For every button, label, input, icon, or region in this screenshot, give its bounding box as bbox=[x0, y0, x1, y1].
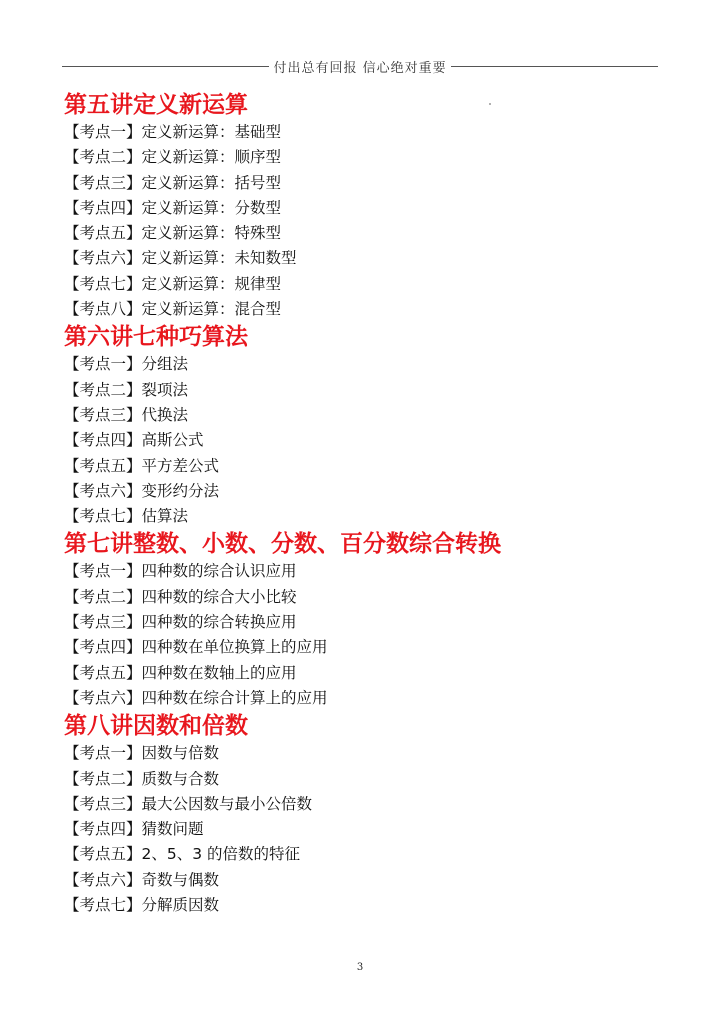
item-tag: 【考点二】 bbox=[64, 587, 142, 606]
item-tag: 【考点三】 bbox=[64, 405, 142, 424]
item-tag: 【考点三】 bbox=[64, 613, 142, 632]
item-tag: 【考点一】 bbox=[64, 355, 142, 374]
header-rule-right bbox=[451, 66, 658, 67]
item-text: 四种数的综合认识应用 bbox=[141, 562, 297, 581]
item-tag: 【考点五】 bbox=[64, 224, 142, 243]
list-item bbox=[64, 585, 664, 610]
item-tag: 【考点六】 bbox=[64, 481, 142, 500]
list-item bbox=[64, 352, 664, 377]
item-text: 四种数在单位换算上的应用 bbox=[141, 638, 328, 657]
list-item bbox=[64, 378, 664, 403]
section-title: 第五讲定义新运算 bbox=[64, 92, 248, 118]
item-text: 定义新运算：规律型 bbox=[141, 274, 282, 293]
list-item bbox=[64, 767, 664, 792]
item-tag: 【考点四】 bbox=[64, 820, 142, 839]
item-text: 裂项法 bbox=[141, 380, 189, 399]
list-item bbox=[64, 428, 664, 453]
list-item bbox=[64, 868, 664, 893]
item-tag: 【考点四】 bbox=[64, 198, 142, 217]
list-item bbox=[64, 842, 664, 867]
list-item bbox=[64, 403, 664, 428]
item-tag: 【考点七】 bbox=[64, 274, 142, 293]
item-text: 分解质因数 bbox=[141, 896, 220, 915]
list-item bbox=[64, 686, 664, 711]
item-tag: 【考点五】 bbox=[64, 663, 142, 682]
item-tag: 【考点二】 bbox=[64, 769, 142, 788]
item-tag: 【考点五】 bbox=[64, 845, 142, 864]
list-item bbox=[64, 145, 664, 170]
item-text: 定义新运算：基础型 bbox=[141, 123, 282, 141]
list-item bbox=[64, 817, 664, 842]
document-body bbox=[64, 90, 664, 918]
item-text: 最大公因数与最小公倍数 bbox=[141, 794, 313, 813]
item-tag: 【考点一】 bbox=[64, 562, 142, 581]
section-title: 第八讲因数和倍数 bbox=[64, 713, 248, 740]
item-text: 猜数问题 bbox=[141, 820, 204, 839]
page-header bbox=[62, 58, 658, 74]
item-tag: 【考点二】 bbox=[64, 380, 142, 399]
list-item bbox=[64, 610, 664, 635]
list-item bbox=[64, 635, 664, 660]
list-item bbox=[64, 221, 664, 246]
list-item bbox=[64, 196, 664, 221]
item-tag: 【考点一】 bbox=[64, 123, 142, 141]
item-text: 定义新运算：括号型 bbox=[141, 173, 282, 192]
item-text: 平方差公式 bbox=[141, 456, 220, 475]
item-text: 2、5、3 的倍数的特征 bbox=[141, 845, 301, 864]
list-item bbox=[64, 661, 664, 686]
list-item bbox=[64, 893, 664, 918]
section-6 bbox=[64, 322, 664, 529]
section-8 bbox=[64, 711, 664, 918]
item-tag: 【考点三】 bbox=[64, 173, 142, 192]
item-text: 定义新运算：分数型 bbox=[141, 198, 282, 217]
header-motto: 付出总有回报 信心绝对重要 bbox=[273, 60, 447, 76]
item-tag: 【考点四】 bbox=[64, 638, 142, 657]
item-text: 代换法 bbox=[141, 405, 189, 424]
item-tag: 【考点三】 bbox=[64, 794, 142, 813]
list-item bbox=[64, 171, 664, 196]
item-text: 估算法 bbox=[141, 507, 189, 526]
item-text: 变形约分法 bbox=[141, 481, 220, 500]
list-item bbox=[64, 454, 664, 479]
item-tag: 【考点一】 bbox=[64, 744, 142, 763]
section-7 bbox=[64, 529, 664, 711]
page-number: 3 bbox=[356, 962, 364, 973]
item-text: 定义新运算：未知数型 bbox=[141, 249, 297, 268]
item-tag: 【考点八】 bbox=[64, 300, 142, 319]
list-item bbox=[64, 792, 664, 817]
list-item bbox=[64, 272, 664, 297]
list-item bbox=[64, 479, 664, 504]
item-tag: 【考点六】 bbox=[64, 688, 142, 707]
item-tag: 【考点二】 bbox=[64, 148, 142, 167]
item-text: 四种数的综合转换应用 bbox=[141, 613, 297, 632]
item-tag: 【考点五】 bbox=[64, 456, 142, 475]
item-text: 四种数在综合计算上的应用 bbox=[141, 688, 328, 707]
list-item bbox=[64, 297, 664, 322]
section-title: 第六讲七种巧算法 bbox=[64, 324, 248, 351]
item-tag: 【考点六】 bbox=[64, 870, 142, 889]
item-tag: 【考点四】 bbox=[64, 431, 142, 450]
item-tag: 【考点七】 bbox=[64, 896, 142, 915]
item-text: 高斯公式 bbox=[141, 431, 204, 450]
item-tag: 【考点七】 bbox=[64, 507, 142, 526]
section-5 bbox=[64, 90, 664, 322]
list-item bbox=[64, 741, 664, 766]
item-text: 定义新运算：特殊型 bbox=[141, 224, 282, 243]
item-text: 分组法 bbox=[141, 355, 189, 374]
list-item bbox=[64, 559, 664, 584]
item-text: 因数与倍数 bbox=[141, 744, 220, 763]
item-text: 定义新运算：顺序型 bbox=[141, 148, 282, 167]
item-text: 四种数的综合大小比较 bbox=[141, 587, 297, 606]
list-item bbox=[64, 246, 664, 271]
item-text: 质数与合数 bbox=[141, 769, 220, 788]
list-item bbox=[64, 120, 664, 145]
header-rule-left bbox=[62, 66, 269, 67]
item-text: 奇数与偶数 bbox=[141, 870, 220, 889]
list-item bbox=[64, 504, 664, 529]
item-text: 四种数在数轴上的应用 bbox=[141, 663, 297, 682]
item-tag: 【考点六】 bbox=[64, 249, 142, 268]
item-text: 定义新运算：混合型 bbox=[141, 300, 282, 319]
section-title: 第七讲整数、小数、分数、百分数综合转换 bbox=[64, 531, 501, 558]
